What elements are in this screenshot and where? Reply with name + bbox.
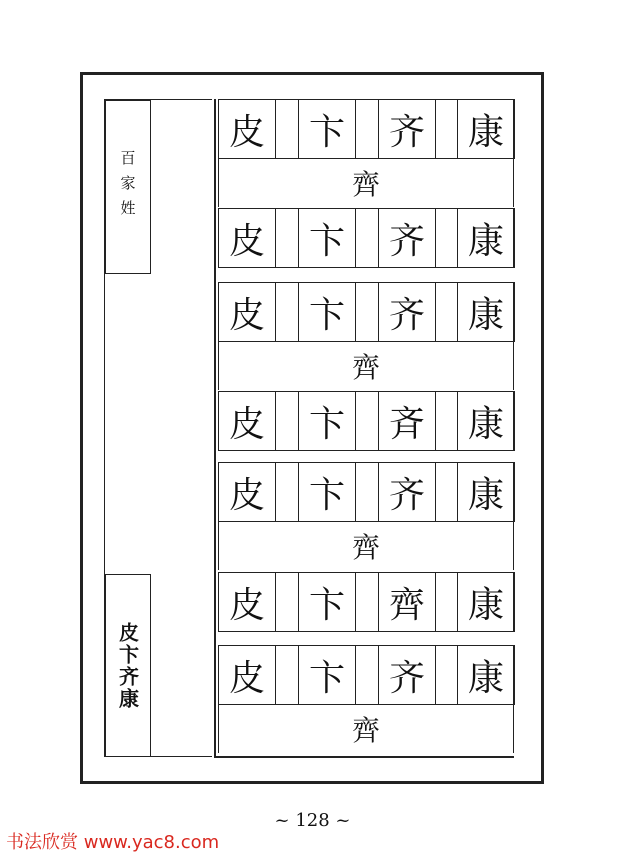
character-cell: 皮 [218, 208, 276, 268]
character-cell: 卞 [298, 208, 356, 268]
character-cell: 齐 [378, 462, 436, 522]
character-cell: 康 [457, 282, 515, 342]
character-cell: 康 [457, 645, 515, 705]
character-cell: 皮 [218, 99, 276, 159]
character-cell: 卞 [298, 645, 356, 705]
character-cell: 卞 [298, 572, 356, 632]
watermark: 书法欣赏 www.yac8.com [6, 832, 220, 853]
character-cell: 卞 [298, 282, 356, 342]
character-cell: 皮 [218, 282, 276, 342]
character-cell: 卞 [298, 99, 356, 159]
character-cell: 康 [457, 462, 515, 522]
traditional-variant: 齊 [218, 705, 514, 753]
grid-left-line [214, 99, 216, 757]
character-cell: 康 [457, 572, 515, 632]
character-cell: 斉 [378, 391, 436, 451]
character-cell: 皮 [218, 391, 276, 451]
character-cell: 皮 [218, 462, 276, 522]
page-number: ~ 128 ~ [274, 810, 351, 831]
character-cell: 康 [457, 208, 515, 268]
traditional-variant: 齊 [218, 159, 514, 207]
character-cell: 卞 [298, 391, 356, 451]
character-cell: 齊 [378, 572, 436, 632]
character-cell: 齐 [378, 208, 436, 268]
traditional-variant: 齊 [218, 522, 514, 570]
grid-bottom-line [214, 756, 514, 758]
title-label: 百家姓 [118, 149, 137, 225]
character-cell: 康 [457, 99, 515, 159]
character-cell: 皮 [218, 645, 276, 705]
character-cell: 康 [457, 391, 515, 451]
traditional-variant: 齊 [218, 342, 514, 390]
character-cell: 卞 [298, 462, 356, 522]
character-cell: 齐 [378, 645, 436, 705]
character-cell: 齐 [378, 282, 436, 342]
character-cell: 皮 [218, 572, 276, 632]
section-label: 皮卞齐康 [115, 621, 140, 710]
character-cell: 齐 [378, 99, 436, 159]
section-label-box [105, 574, 151, 757]
title-label-box [105, 100, 151, 274]
